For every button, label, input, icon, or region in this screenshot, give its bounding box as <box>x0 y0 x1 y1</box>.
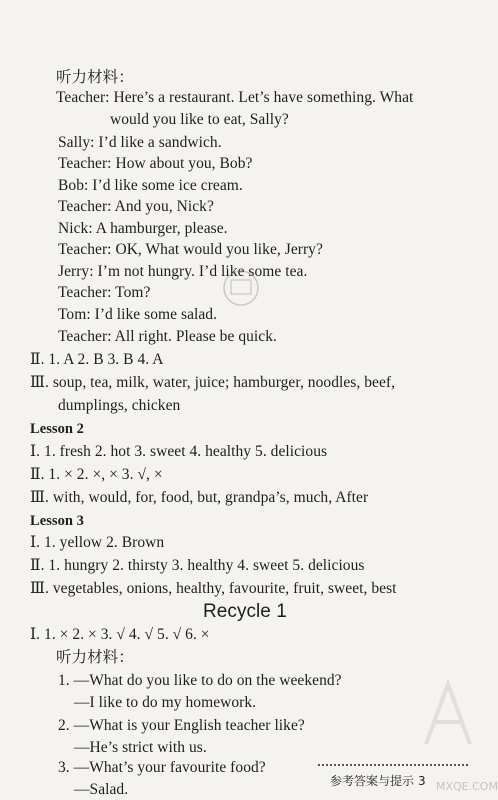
page-number: 3 <box>418 774 426 788</box>
answer-line: Ⅱ. 1. hungry 2. thirsty 3. healthy 4. sweet 5. delicious <box>30 557 365 574</box>
dialogue-line: Jerry: I’m not hungry. I’d like some tea. <box>58 263 308 280</box>
dialogue-line: 1. —What do you like to do on the weekend? <box>58 672 342 689</box>
answer-line: Ⅱ. 1. A 2. B 3. B 4. A <box>30 351 164 368</box>
dialogue-line: Teacher: How about you, Bob? <box>58 155 253 172</box>
dialogue-line: —I like to do my homework. <box>74 694 257 711</box>
dialogue-line: Teacher: All right. Please be quick. <box>58 328 277 345</box>
answer-line: Ⅲ. with, would, for, food, but, grandpa’s, much, After <box>30 489 369 506</box>
footer-label: 参考答案与提示 3 <box>330 774 426 788</box>
dialogue-line: —He’s strict with us. <box>74 739 207 756</box>
lesson-2-title: Lesson 2 <box>30 421 84 437</box>
dialogue-line: Nick: A hamburger, please. <box>58 220 228 237</box>
recycle-1-title: Recycle 1 <box>203 601 287 622</box>
watermark-site: MXQE.COM <box>436 780 498 793</box>
dialogue-line: 2. —What is your English teacher like? <box>58 717 305 734</box>
dialogue-line: would you like to eat, Sally? <box>110 111 289 128</box>
answer-line: Ⅰ. 1. fresh 2. hot 3. sweet 4. healthy 5. delicious <box>30 443 328 460</box>
dialogue-line: Sally: I’d like a sandwich. <box>58 134 222 151</box>
answer-line: Ⅲ. vegetables, onions, healthy, favourite, fruit, sweet, best <box>30 580 397 597</box>
answer-line: Ⅰ. 1. × 2. × 3. √ 4. √ 5. √ 6. × <box>30 626 210 643</box>
answer-line: Ⅰ. 1. yellow 2. Brown <box>30 534 165 551</box>
listening-heading: 听力材料： <box>56 649 134 666</box>
dialogue-line: Teacher: And you, Nick? <box>58 198 214 215</box>
watermark-letter-icon <box>418 678 478 748</box>
answer-line: Ⅲ. soup, tea, milk, water, juice; hamburger, noodles, beef, <box>30 374 396 391</box>
dialogue-line: —Salad. <box>74 781 129 798</box>
answer-line: dumplings, chicken <box>58 397 181 414</box>
watermark-stamp-icon <box>218 268 264 308</box>
answer-line: Ⅱ. 1. × 2. ×, × 3. √, × <box>30 466 163 483</box>
dialogue-line: Bob: I’d like some ice cream. <box>58 177 243 194</box>
dialogue-line: Teacher: Here’s a restaurant. Let’s have something. What <box>56 89 414 106</box>
dialogue-line: 3. —What’s your favourite food? <box>58 759 266 776</box>
dialogue-line: Teacher: OK, What would you like, Jerry? <box>58 241 323 258</box>
dialogue-line: Teacher: Tom? <box>58 284 151 301</box>
dialogue-line: Tom: I’d like some salad. <box>58 306 218 323</box>
footer-divider <box>318 764 468 766</box>
listening-heading: 听力材料： <box>56 69 134 86</box>
lesson-3-title: Lesson 3 <box>30 513 84 529</box>
